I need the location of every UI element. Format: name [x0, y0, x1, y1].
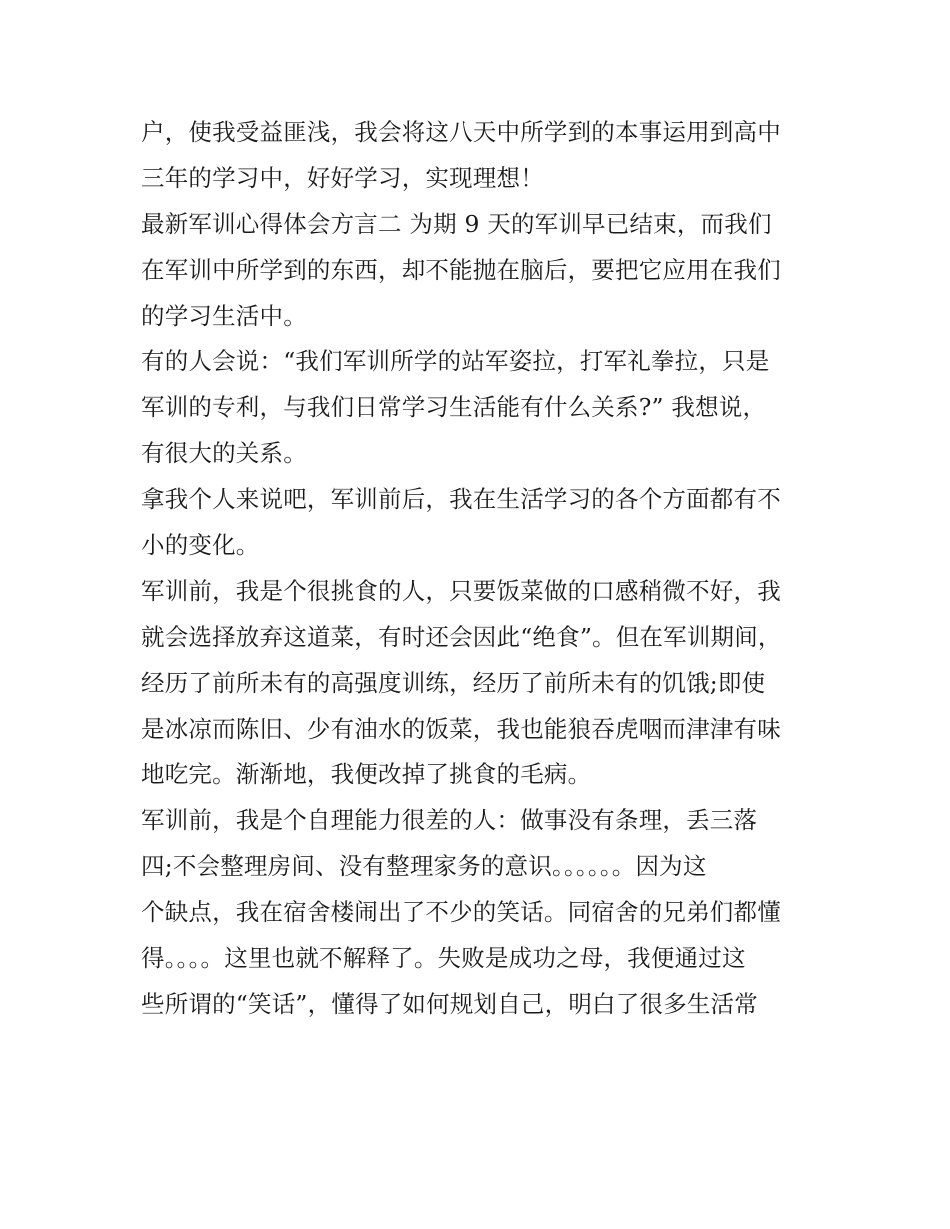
text-line: 小的变化。: [141, 531, 260, 560]
text-line: 经历了前所未有的高强度训练，经历了前所未有的饥饿;即使: [141, 668, 766, 697]
text-line: 就会选择放弃这道菜，有时还会因此“绝食”。但在军训期间，: [141, 622, 782, 651]
text-line: 四;不会整理房间、没有整理家务的意识。。。。。。因为这: [141, 852, 707, 881]
body-text: [141, 110, 821, 1028]
text-line: 有的人会说：“我们军训所学的站军姿拉，打军礼拳拉，只是: [141, 347, 770, 376]
text-line: 最新军训心得体会方言二 为期 9 天的军训早已结束，而我们: [141, 209, 772, 238]
text-line: 拿我个人来说吧，军训前后，我在生活学习的各个方面都有不: [141, 485, 781, 514]
text-line: 地吃完。渐渐地，我便改掉了挑食的毛病。: [141, 760, 592, 789]
text-line: 是冰凉而陈旧、少有油水的饭菜，我也能狼吞虎咽而津津有味: [141, 714, 781, 743]
text-line: 的学习生活中。: [141, 301, 307, 330]
text-line: 军训前，我是个很挑食的人，只要饭菜做的口感稍微不好，我: [141, 576, 781, 605]
text-line: 户，使我受益匪浅，我会将这八天中所学到的本事运用到高中: [141, 118, 781, 146]
text-line: 三年的学习中，好好学习，实现理想！: [141, 163, 544, 192]
text-line: 军训的专利，与我们日常学习生活能有什么关系?” 我想说，: [141, 393, 767, 422]
text-line: 个缺点，我在宿舍楼闹出了不少的笑话。同宿舍的兄弟们都懂: [141, 898, 781, 927]
text-line: 在军训中所学到的东西，却不能抛在脑后，要把它应用在我们: [141, 255, 781, 284]
text-line: 军训前，我是个自理能力很差的人：做事没有条理，丢三落: [141, 806, 758, 835]
text-line: 得。。。。这里也就不解释了。失败是成功之母，我便通过这: [141, 944, 746, 973]
text-line: 些所谓的“笑话”，懂得了如何规划自己，明白了很多生活常: [141, 989, 758, 1018]
text-line: 有很大的关系。: [141, 439, 307, 468]
